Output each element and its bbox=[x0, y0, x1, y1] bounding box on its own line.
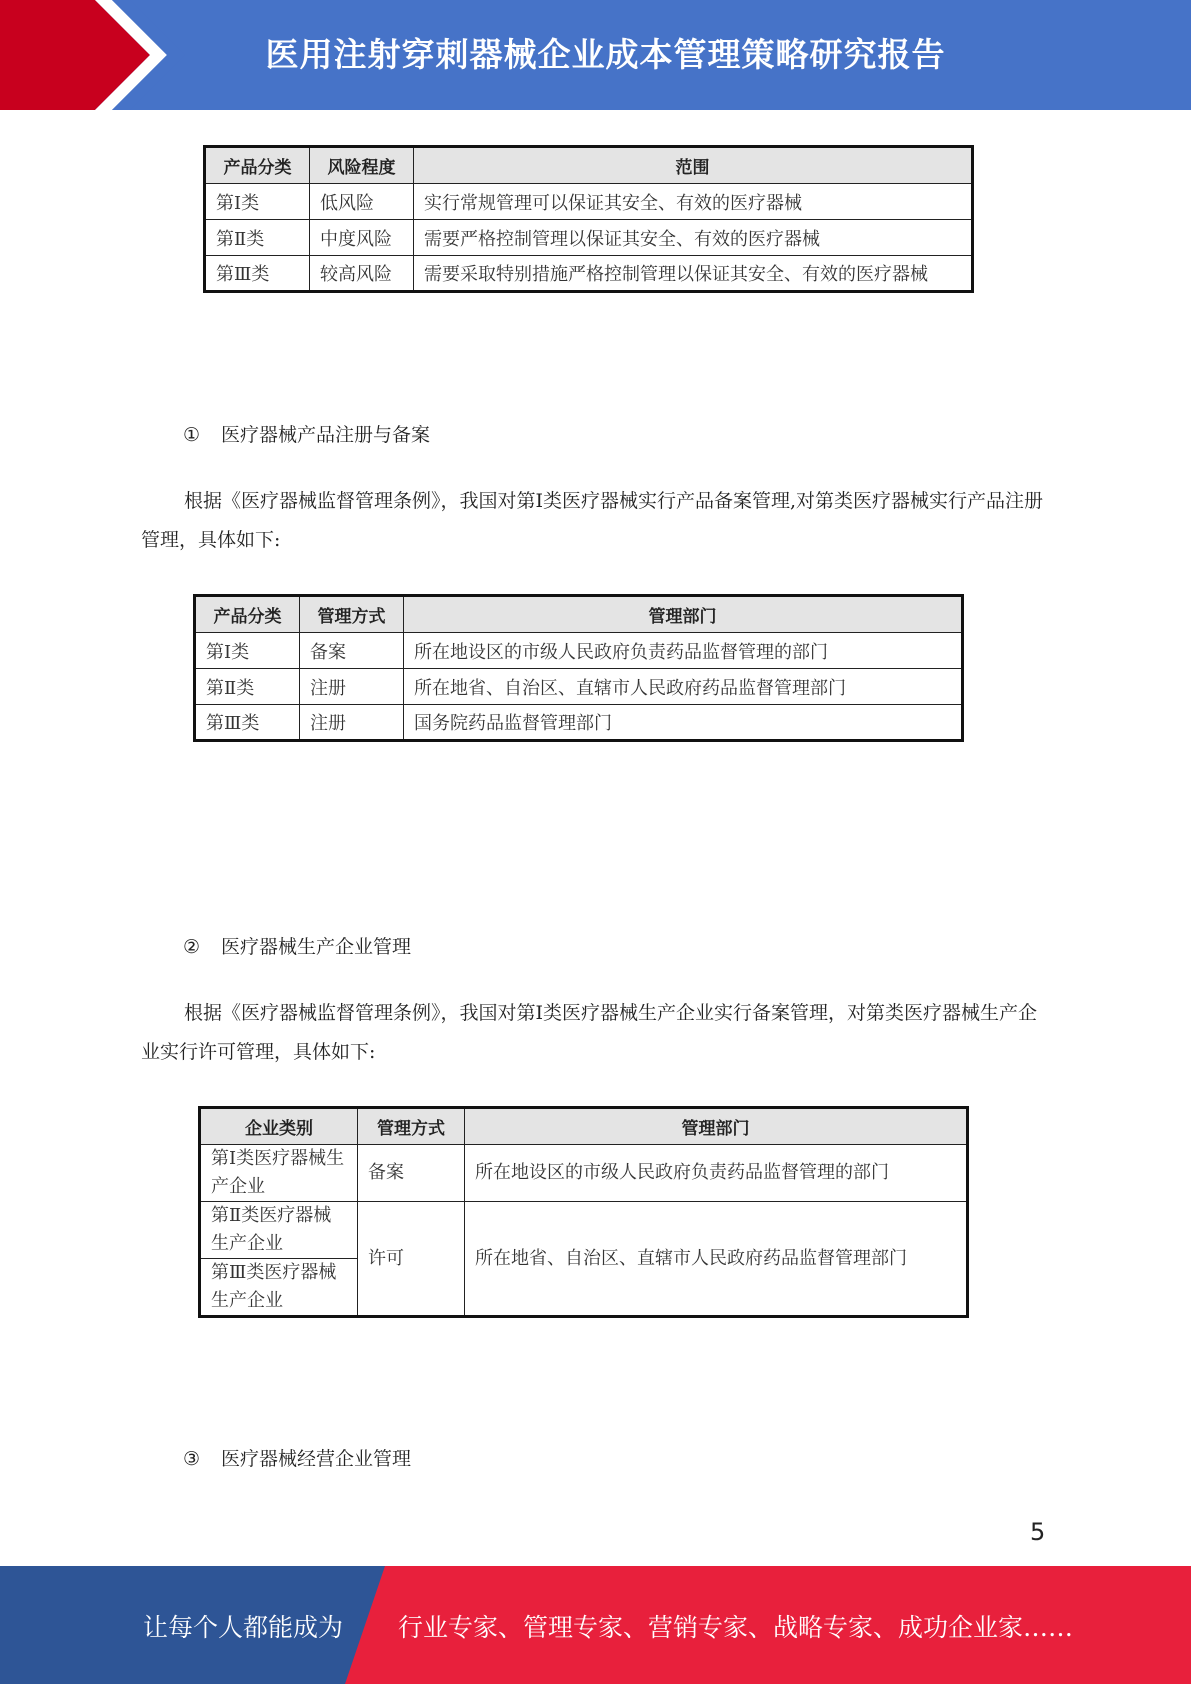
page-number: 5 bbox=[1030, 1518, 1046, 1546]
section-number: ③ bbox=[183, 1448, 201, 1470]
section-heading bbox=[183, 1444, 411, 1471]
table-cell: 第Ⅰ类 bbox=[205, 184, 310, 220]
table-cell: 第Ⅲ类 bbox=[205, 256, 310, 292]
column-header: 管理方式 bbox=[358, 1108, 465, 1145]
table-cell: 低风险 bbox=[310, 184, 414, 220]
table-row bbox=[195, 633, 963, 669]
section-heading bbox=[183, 932, 411, 959]
table-cell: 所在地省、自治区、直辖市人民政府药品监督管理部门 bbox=[404, 669, 963, 705]
table-cell: 需要采取特别措施严格控制管理以保证其安全、有效的医疗器械 bbox=[414, 256, 973, 292]
table-header-row bbox=[195, 596, 963, 633]
table-header-row bbox=[200, 1108, 968, 1145]
table-row bbox=[205, 220, 973, 256]
table-cell: 第Ⅰ类医疗器械生产企业 bbox=[200, 1145, 358, 1202]
table-cell: 第Ⅲ类 bbox=[195, 705, 300, 741]
column-header: 管理部门 bbox=[404, 596, 963, 633]
section-title: 医疗器械经营企业管理 bbox=[221, 1448, 412, 1470]
footer-slogan-right: 行业专家、管理专家、营销专家、战略专家、成功企业家…… bbox=[398, 1613, 1074, 1642]
table-cell: 第Ⅰ类 bbox=[195, 633, 300, 669]
section-title: 医疗器械生产企业管理 bbox=[221, 936, 412, 958]
table-cell: 中度风险 bbox=[310, 220, 414, 256]
table-row bbox=[195, 669, 963, 705]
table-row bbox=[200, 1202, 968, 1259]
table-cell: 所在地设区的市级人民政府负责药品监督管理的部门 bbox=[465, 1145, 968, 1202]
table-cell: 第Ⅲ类医疗器械生产企业 bbox=[200, 1259, 358, 1317]
column-header: 管理方式 bbox=[300, 596, 404, 633]
section-number: ① bbox=[183, 424, 201, 446]
section-title: 医疗器械产品注册与备案 bbox=[221, 424, 431, 446]
page-header bbox=[0, 0, 1191, 110]
table-cell: 实行常规管理可以保证其安全、有效的医疗器械 bbox=[414, 184, 973, 220]
table-cell: 许可 bbox=[358, 1202, 465, 1317]
paragraph: 根据《医疗器械监督管理条例》，我国对第Ⅰ类医疗器械实行产品备案管理,对第类医疗器械实行产品注册管理，具体如下: bbox=[141, 490, 1044, 551]
table-row bbox=[205, 256, 973, 292]
column-header: 风险程度 bbox=[310, 147, 414, 184]
table-cell: 较高风险 bbox=[310, 256, 414, 292]
table-cell: 注册 bbox=[300, 669, 404, 705]
product-registration-table bbox=[193, 594, 964, 742]
column-header: 管理部门 bbox=[465, 1108, 968, 1145]
table-row bbox=[195, 705, 963, 741]
table-cell: 备案 bbox=[358, 1145, 465, 1202]
risk-classification-table bbox=[203, 145, 974, 293]
table-cell: 所在地设区的市级人民政府负责药品监督管理的部门 bbox=[404, 633, 963, 669]
table-cell: 第Ⅱ类 bbox=[195, 669, 300, 705]
table-cell: 备案 bbox=[300, 633, 404, 669]
table-row bbox=[200, 1145, 968, 1202]
column-header: 产品分类 bbox=[195, 596, 300, 633]
page-footer bbox=[0, 1566, 1191, 1684]
table-cell: 注册 bbox=[300, 705, 404, 741]
column-header: 范围 bbox=[414, 147, 973, 184]
paragraph: 根据《医疗器械监督管理条例》，我国对第Ⅰ类医疗器械生产企业实行备案管理，对第类医疗器械生产企业实行许可管理，具体如下: bbox=[141, 1002, 1038, 1063]
table-cell: 国务院药品监督管理部门 bbox=[404, 705, 963, 741]
section-number: ② bbox=[183, 936, 201, 958]
table-cell: 第Ⅱ类医疗器械生产企业 bbox=[200, 1202, 358, 1259]
table-row bbox=[205, 184, 973, 220]
section-heading bbox=[183, 420, 430, 447]
table-cell: 第Ⅱ类 bbox=[205, 220, 310, 256]
table-cell: 所在地省、自治区、直辖市人民政府药品监督管理部门 bbox=[465, 1202, 968, 1317]
table-cell: 需要严格控制管理以保证其安全、有效的医疗器械 bbox=[414, 220, 973, 256]
table-header-row bbox=[205, 147, 973, 184]
manufacturer-management-table bbox=[198, 1106, 969, 1318]
footer-slogan-left: 让每个人都能成为 bbox=[143, 1613, 344, 1642]
column-header: 企业类别 bbox=[200, 1108, 358, 1145]
column-header: 产品分类 bbox=[205, 147, 310, 184]
document-title: 医用注射穿刺器械企业成本管理策略研究报告 bbox=[265, 35, 946, 74]
